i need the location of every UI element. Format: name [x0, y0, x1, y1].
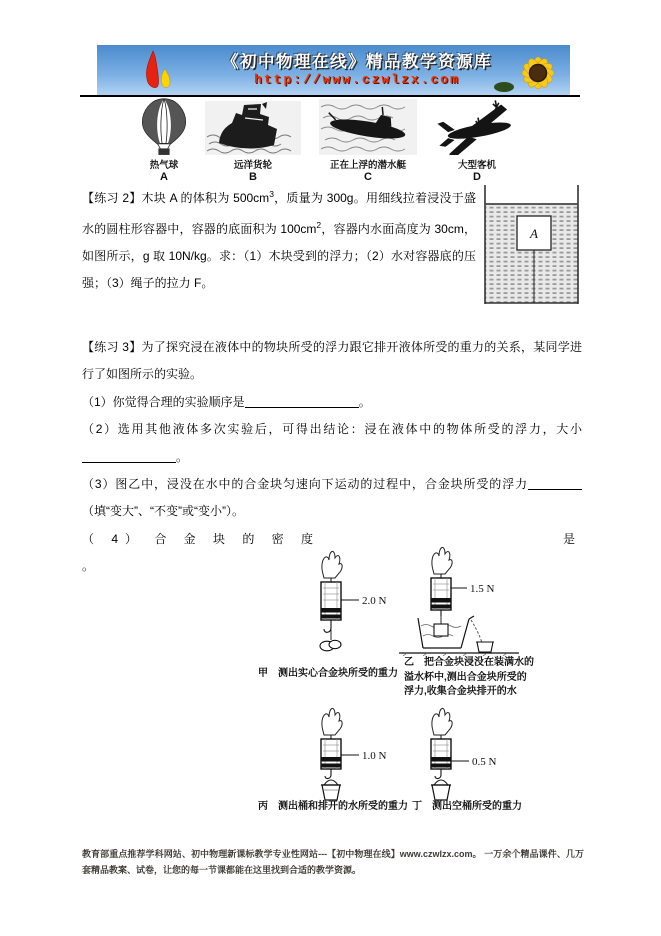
exercise3-q2: [82, 416, 582, 471]
hot-air-balloon-icon: [136, 97, 192, 155]
spring-scale-figure-yi: [381, 544, 531, 656]
scale-reading: 0.5 N: [472, 756, 497, 768]
gallery-item-submarine: [316, 99, 420, 183]
gallery-letter: A: [160, 171, 168, 183]
gallery-letter: C: [364, 171, 372, 183]
gallery-caption: 远洋货轮: [233, 160, 272, 171]
hand-icon: [322, 708, 342, 735]
caption-ding: 丁 测出空桶所受的重力: [412, 801, 522, 812]
scale-reading: 2.0 N: [362, 595, 387, 607]
bucket-handle: [324, 780, 338, 785]
gallery-item-airplane: [428, 99, 526, 183]
exercise3-intro: 【练习 3】为了探究浸在液体中的物块所受的浮力跟它排开液体所受的重力的关系，某同学进行了如图所示的实验。: [82, 340, 582, 382]
gallery-letter: D: [473, 171, 481, 183]
bucket-icon: [322, 785, 340, 800]
q4-text-right: 是: [562, 531, 582, 546]
exercise2-text: 【练习 2】木块 A 的体积为 500cm: [82, 191, 270, 205]
gallery-caption: 大型客机: [457, 160, 496, 171]
q1-period: 。: [358, 394, 371, 409]
spring-scale-figure-ding: [381, 705, 511, 805]
exercise-2: [82, 181, 581, 311]
banner-text: [207, 48, 507, 87]
answer-blank: [82, 450, 176, 463]
cargo-ship-icon: [205, 101, 301, 155]
bucket-icon: [432, 785, 450, 800]
caption-yi-line2: 溢水杯中,测出合金块所受的: [404, 671, 527, 683]
gallery-item-ship: [203, 101, 303, 183]
gallery-caption: 正在上浮的潜水艇: [329, 160, 406, 171]
site-banner: [97, 45, 570, 95]
gallery-letter: B: [249, 171, 257, 183]
answer-blank: [528, 477, 582, 490]
hand-icon: [322, 551, 342, 578]
exercise3-q4-period: 。: [82, 559, 95, 574]
q3-text-tail: （填“变大”、“不变”或“变小”）。: [82, 504, 244, 519]
banner-url[interactable]: http://www.czwlzx.com: [254, 72, 460, 87]
block-label: A: [530, 226, 538, 241]
exercise2-sup: 3: [269, 189, 274, 199]
bucket-handle: [434, 780, 448, 785]
container-with-block-figure: [482, 183, 581, 307]
footer-promo-text: 教育部重点推荐学科网站、初中物理新课标教学专业性网站---【初中物理在线】www.czwlzx.com。 一万余个精品课件、几万套精品教案、试卷，让您的每一节课都能在这里找到合适的教学资源。: [82, 849, 584, 875]
q1-text: （1）你觉得合理的实验顺序是: [82, 394, 245, 409]
sunflower-icon: [490, 45, 568, 95]
water-stream: [471, 620, 482, 643]
banner-title: 《初中物理在线》精品教学资源库: [222, 53, 492, 71]
caption-bing: 丙 测出桶和排开的水所受的重力: [258, 801, 408, 812]
airplane-icon: [431, 99, 523, 155]
caption-jia: 甲 测出实心合金块所受的重力: [258, 668, 398, 679]
submerged-block-icon: [434, 624, 448, 636]
site-logo-flame-icon: [139, 47, 179, 93]
q2-text: （2）选用其他液体多次实验后，可得出结论：浸在液体中的物体所受的浮力，大小: [82, 422, 582, 437]
q3-text: （3）图乙中，浸没在水中的合金块匀速向下运动的过程中，合金块所受的浮力: [82, 477, 528, 492]
exercise2-text: ，质量为 300g。用细线拉着浸没于盛水的圆柱形容器中，容器的底面积为 100cm: [82, 191, 477, 236]
gallery-caption: 热气球: [149, 160, 179, 171]
collect-cup-icon: [477, 642, 493, 652]
caption-yi-line3: 浮力,收集合金块排开的水: [404, 686, 517, 697]
answer-blank: [245, 395, 359, 408]
q4-text: （ 4） 合 金 块 的 密 度: [82, 531, 321, 546]
exercise3-q3: [82, 471, 582, 526]
exercise3-q1: [82, 389, 582, 416]
submarine-icon: [319, 99, 417, 155]
q2-period: 。: [176, 449, 189, 464]
gallery-item-balloon: [131, 97, 197, 183]
exercise2-text: ，容器内水面高度为 30cm，如图所示，g 取 10N/kg。求：（1）木块受到的浮力；（2）水对容器底的压强；（3）绳子的拉力 F。: [82, 222, 476, 290]
caption-yi: [404, 656, 534, 700]
hand-icon: [432, 708, 452, 735]
scale-reading: 1.0 N: [362, 750, 387, 762]
exercise2-sup: 2: [316, 220, 322, 230]
caption-yi-line1: 乙 把合金块浸没在装满水的: [404, 657, 534, 668]
scale-reading: 1.5 N: [470, 583, 495, 595]
hand-icon: [432, 547, 452, 574]
